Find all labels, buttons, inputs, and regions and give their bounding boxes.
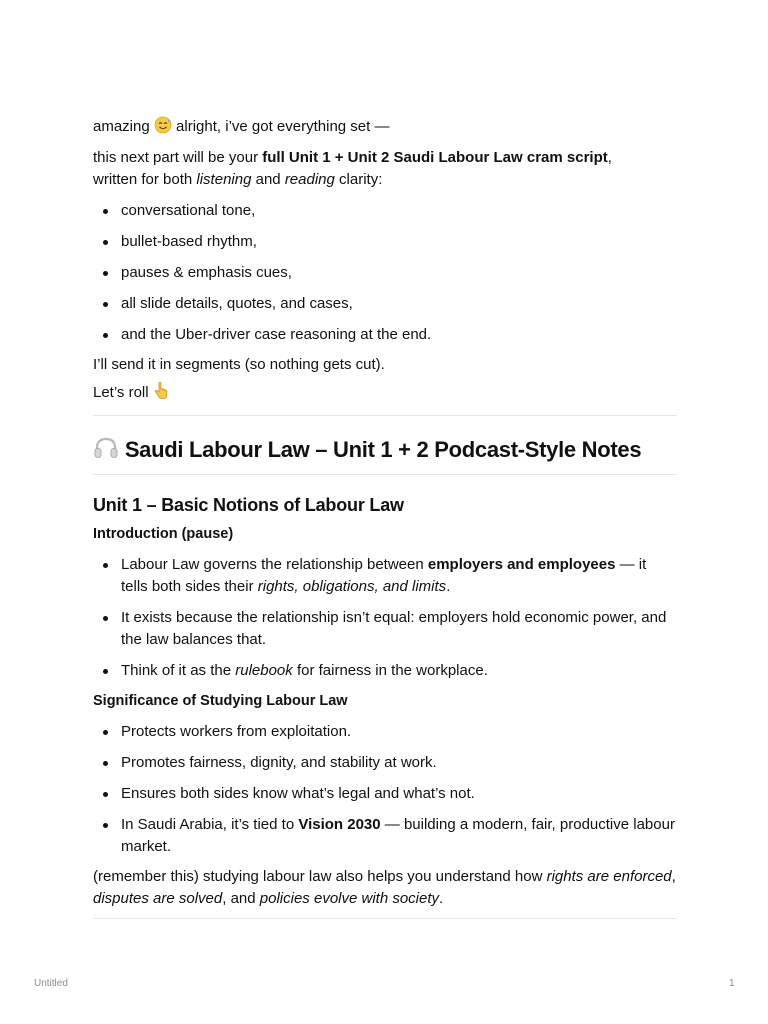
unit1-heading: Unit 1 – Basic Notions of Labour Law	[93, 495, 404, 515]
list-item: Think of it as the rulebook for fairness in the workplace.	[93, 660, 677, 682]
list-item: It exists because the relationship isn’t equal: employers hold economic power, and the law balances that.	[93, 607, 677, 651]
sweat-smile-emoji-icon	[154, 116, 172, 141]
feature-list	[93, 200, 677, 346]
list-item: and the Uber-driver case reasoning at the end.	[93, 324, 677, 346]
list-item: Ensures both sides know what’s legal and what’s not.	[93, 783, 677, 805]
list-item: Protects workers from exploitation.	[93, 721, 677, 743]
headphones-icon	[93, 436, 119, 466]
introduction-list	[93, 554, 677, 682]
divider	[93, 918, 677, 919]
list-item: Promotes fairness, dignity, and stability at work.	[93, 752, 677, 774]
divider	[93, 474, 677, 475]
footer-page-number: 1	[729, 978, 735, 989]
document-body	[93, 116, 677, 919]
list-item: Labour Law governs the relationship between employers and employees — it tells both sides their rights, obligations, and limits.	[93, 554, 677, 598]
send-note: I’ll send it in segments (so nothing gets cut).	[93, 356, 385, 373]
page-title: Saudi Labour Law – Unit 1 + 2 Podcast-Style Notes	[93, 436, 677, 466]
list-item: In Saudi Arabia, it’s tied to Vision 2030 — building a modern, fair, productive labour market.	[93, 814, 677, 858]
significance-list	[93, 721, 677, 858]
introduction-heading: Introduction (pause)	[93, 526, 234, 542]
list-item: conversational tone,	[93, 200, 677, 222]
list-item: all slide details, quotes, and cases,	[93, 293, 677, 315]
intro-line-2: this next part will be your full Unit 1 + Unit 2 Saudi Labour Law cram script, written for both listening and reading clarity:	[93, 149, 612, 188]
intro-line-1: amazing alright, i’ve got everything set —	[93, 116, 677, 141]
footer-document-name: Untitled	[34, 978, 68, 989]
list-item: bullet-based rhythm,	[93, 231, 677, 253]
lets-roll: Let’s roll	[93, 382, 677, 407]
significance-heading: Significance of Studying Labour Law	[93, 693, 348, 709]
remember-note: (remember this) studying labour law also helps you understand how rights are enforced, disputes are solved, and policies evolve with society.	[93, 868, 676, 907]
divider	[93, 415, 677, 416]
list-item: pauses & emphasis cues,	[93, 262, 677, 284]
pointing-down-icon	[153, 382, 169, 407]
